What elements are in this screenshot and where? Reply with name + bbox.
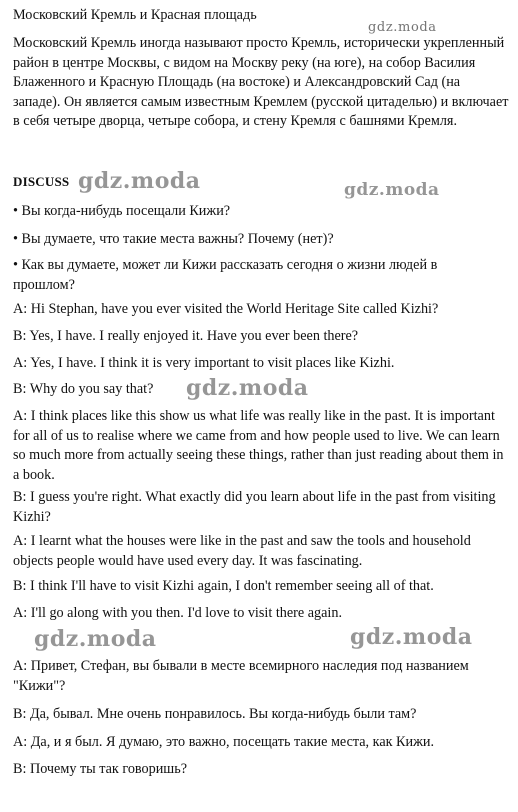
watermark: gdz.moda: [34, 626, 157, 652]
dialogue-line-en-7: A: I learnt what the houses were like in the past and saw the tools and household objects people would have used every day. It was fascinating.: [13, 533, 471, 569]
dialogue-line-en-4: B: Why do you say that?: [13, 381, 154, 397]
page-title: Московский Кремль и Красная площадь: [13, 7, 257, 23]
dialogue-line-en-2: B: Yes, I have. I really enjoyed it. Have you ever been there?: [13, 328, 359, 344]
dialogue-line-en-1: A: Hi Stephan, have you ever visited the World Heritage Site called Kizhi?: [13, 301, 439, 317]
discuss-heading: DISCUSS: [13, 174, 70, 189]
dialogue-line-en-3: A: Yes, I have. I think it is very important to visit places like Kizhi.: [13, 355, 395, 371]
watermark: gdz.moda: [344, 180, 440, 200]
dialogue-line-en-9: A: I'll go along with you then. I'd love to visit there again.: [13, 605, 343, 621]
dialogue-line-ru-4: B: Почему ты так говоришь?: [13, 761, 187, 777]
dialogue-line-ru-2: B: Да, бывал. Мне очень понравилось. Вы когда-нибудь были там?: [13, 706, 417, 722]
watermark: gdz.moda: [78, 168, 201, 194]
dialogue-line-en-5: A: I think places like this show us what life was really like in the past. It is important for all of us to realise where we came from and how people used to live. We can learn so much more from actually seeing these things, rather than just reading about them in a book.: [13, 408, 504, 483]
question-2: • Вы думаете, что такие места важны? Почему (нет)?: [13, 231, 334, 247]
watermark: gdz.moda: [350, 624, 473, 650]
intro-paragraph: Московский Кремль иногда называют просто Кремль, исторически укрепленный район в центре Москвы, с видом на Москву реку (на юге), на собор Василия Блаженного и Красную Площадь (на востоке) и Александровский Сад (на западе). Он является самым известным Кремлем (русской цитаделью) и включает в себя четыре дворца, четыре собора, и стену Кремля с башнями Кремля.: [13, 35, 509, 129]
watermark: gdz.moda: [186, 375, 309, 401]
watermark: gdz.moda: [368, 20, 437, 35]
dialogue-line-ru-1: A: Привет, Стефан, вы бывали в месте всемирного наследия под названием "Кижи"?: [13, 658, 469, 694]
question-1: • Вы когда-нибудь посещали Кижи?: [13, 203, 231, 219]
question-3: • Как вы думаете, может ли Кижи рассказать сегодня о жизни людей в прошлом?: [13, 257, 438, 293]
dialogue-line-en-8: B: I think I'll have to visit Kizhi again, I don't remember seeing all of that.: [13, 578, 434, 594]
dialogue-line-en-6: B: I guess you're right. What exactly did you learn about life in the past from visiting Kizhi?: [13, 489, 496, 525]
dialogue-line-ru-3: A: Да, и я был. Я думаю, это важно, посещать такие места, как Кижи.: [13, 734, 435, 750]
